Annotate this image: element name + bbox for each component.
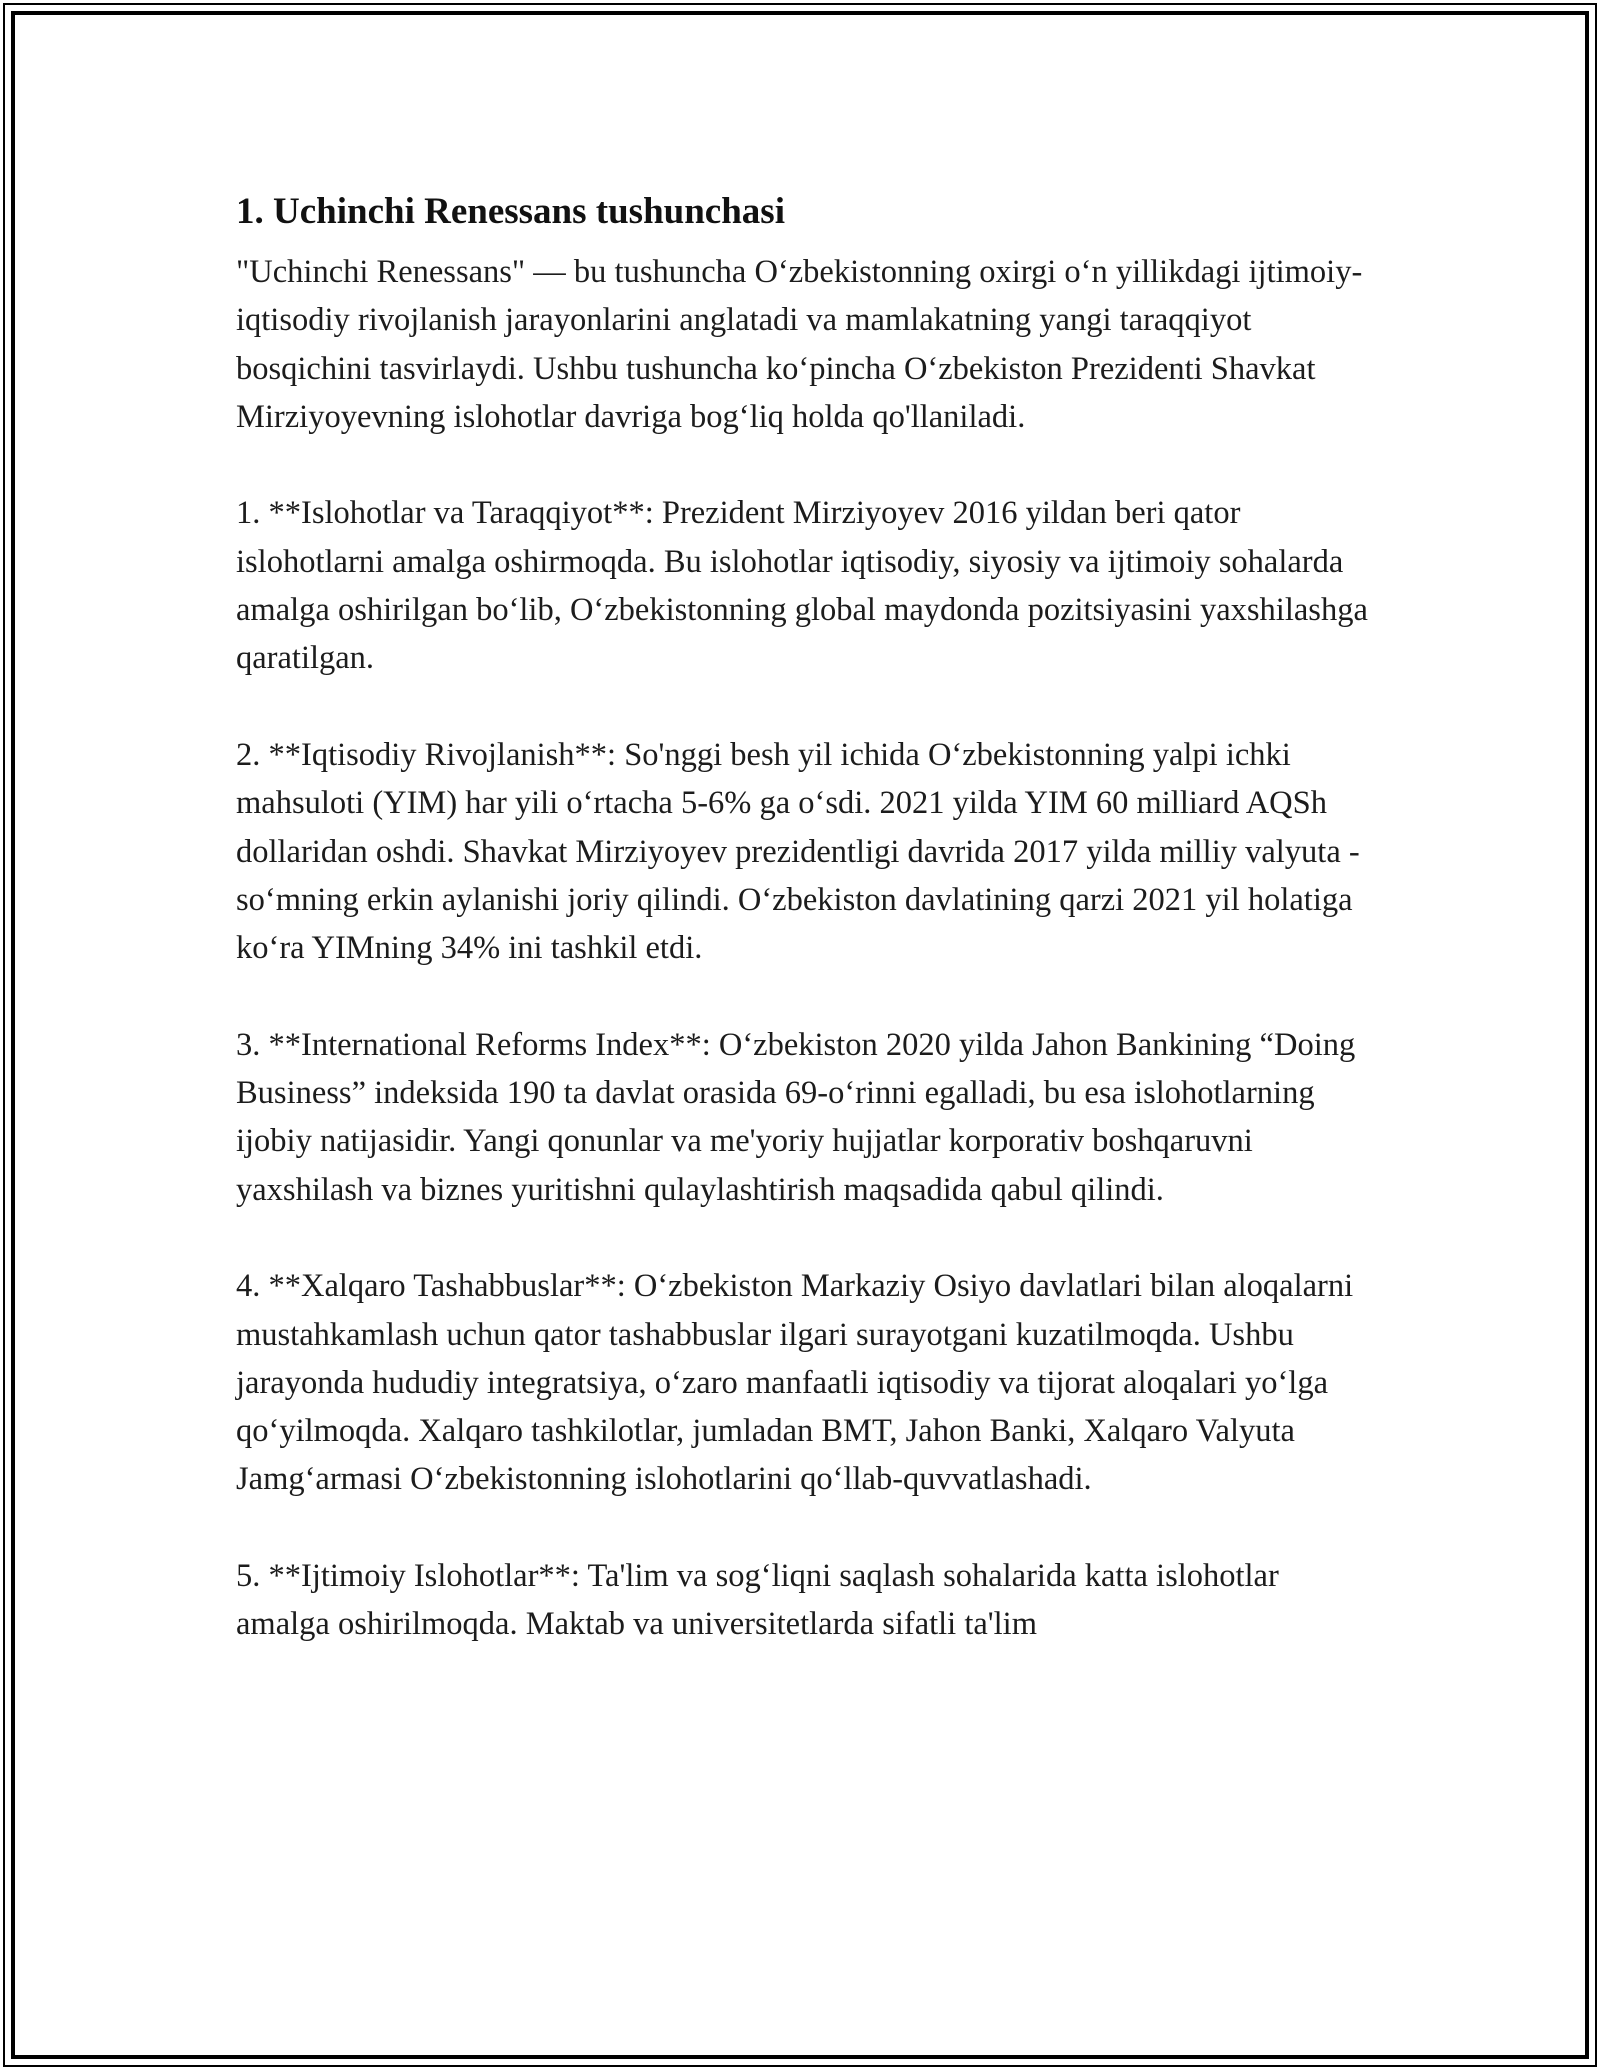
document-body xyxy=(236,186,1376,1649)
intro-paragraph: "Uchinchi Renessans" — bu tushuncha O‘zbekistonning oxirgi o‘n yillikdagi ijtimoiy-iqtisodiy rivojlanish jarayonlarini anglatadi va mamlakatning yangi taraqqiyot bosqichini tasvirlaydi. Ushbu tushuncha ko‘pincha O‘zbekiston Prezidenti Shavkat Mirziyoyevning islohotlar davriga bog‘liq holda qo'llaniladi. xyxy=(236,254,1363,435)
paragraph-social-reforms: 5. **Ijtimoiy Islohotlar**: Ta'lim va sog‘liqni saqlash sohalarida katta islohotlar amalga oshirilmoqda. Maktab va universitetlarda sifatli ta'lim xyxy=(236,1558,1279,1643)
paragraph-reforms-index: 3. **International Reforms Index**: O‘zbekiston 2020 yilda Jahon Bankining “Doing Business” indeksida 190 ta davlat orasida 69-o‘rinni egalladi, bu esa islohotlarning ijobiy natijasidir. Yangi qonunlar va me'yoriy hujjatlar korporativ boshqaruvni yaxshilash va biznes yuritishni qulaylashtirish maqsadida qabul qilindi. xyxy=(236,1026,1356,1208)
section-heading: 1. Uchinchi Renessans tushunchasi xyxy=(236,191,785,232)
paragraph-economic-development: 2. **Iqtisodiy Rivojlanish**: So'nggi besh yil ichida O‘zbekistonning yalpi ichki mahsuloti (YIM) har yili o‘rtacha 5-6% ga o‘sdi. 2021 yilda YIM 60 milliard AQSh dollaridan oshdi. Shavkat Mirziyoyev prezidentligi davrida 2017 yilda milliy valyuta - so‘mning erkin aylanishi joriy qilindi. O‘zbekiston davlatining qarzi 2021 yil holatiga ko‘ra YIMning 34% ini tashkil etdi. xyxy=(236,736,1360,967)
paragraph-reforms-progress: 1. **Islohotlar va Taraqqiyot**: Prezident Mirziyoyev 2016 yildan beri qator islohotlarni amalga oshirmoqda. Bu islohotlar iqtisodiy, siyosiy va ijtimoiy sohalarda amalga oshirilgan bo‘lib, O‘zbekistonning global maydonda pozitsiyasini yaxshilashga qaratilgan. xyxy=(236,495,1368,677)
paragraph-international-initiatives: 4. **Xalqaro Tashabbuslar**: O‘zbekiston Markaziy Osiyo davlatlari bilan aloqalarni mustahkamlash uchun qator tashabbuslar ilgari surayotgani kuzatilmoqda. Ushbu jarayonda hududiy integratsiya, o‘zaro manfaatli iqtisodiy va tijorat aloqalari yo‘lga qo‘yilmoqda. Xalqaro tashkilotlar, jumladan BMT, Jahon Banki, Xalqaro Valyuta Jamg‘armasi O‘zbekistonning islohotlarini qo‘llab-quvvatlashadi. xyxy=(236,1268,1354,1498)
